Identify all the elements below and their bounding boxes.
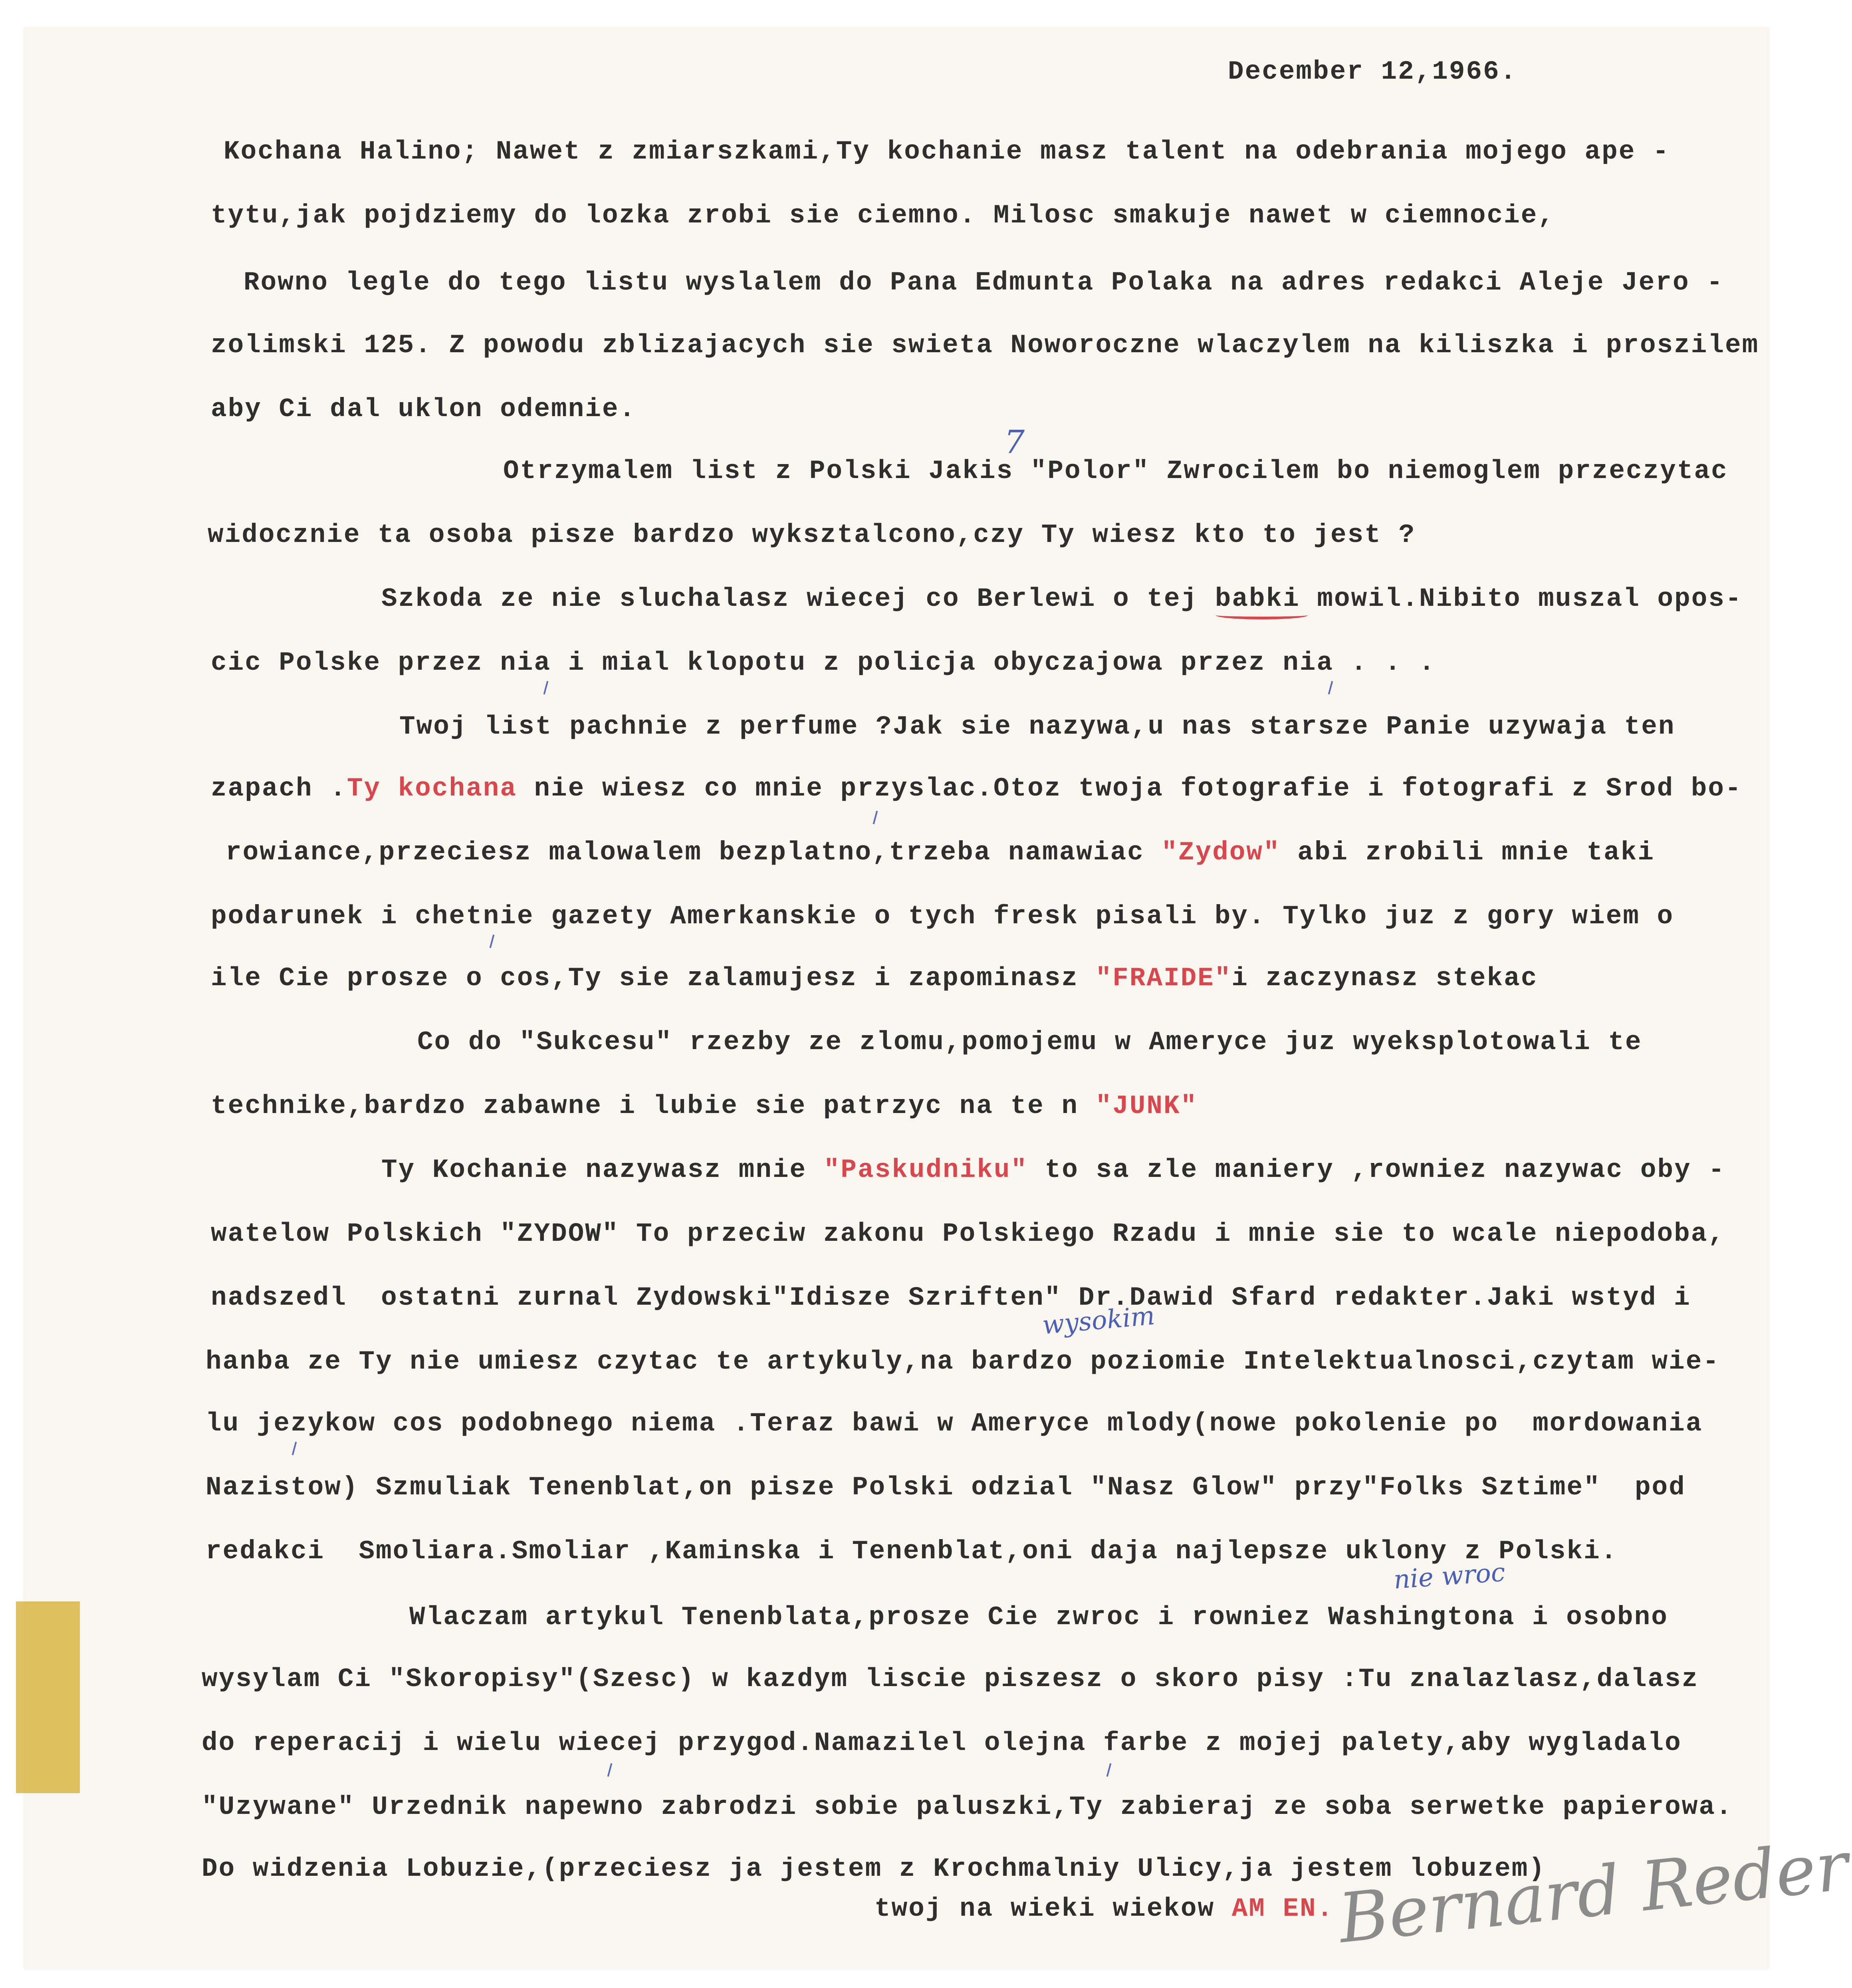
- p5-line-4: podarunek i chetnie gazety Amerkanskie o tych fresk pisali by. Tylko juz z gory wiem o: [211, 901, 1674, 931]
- yellow-tape-strip: [16, 1601, 80, 1793]
- p5-red-zydow: "Zydow": [1161, 837, 1281, 867]
- p7-line-6: Nazistow) Szmuliak Tenenblat,on pisze Polski odzial "Nasz Glow" przy"Folks Sztime" pod: [206, 1472, 1686, 1502]
- p8-line-1: Wlaczam artykul Tenenblata,prosze Cie zwroc i rowniez Washingtona i osobno: [409, 1602, 1668, 1632]
- p1-line-2: tytu,jak pojdziemy do lozka zrobi sie ciemno. Milosc smakuje nawet w ciemnocie,: [211, 200, 1555, 230]
- p7-line-1-a: Ty Kochanie nazywasz mnie: [381, 1155, 824, 1185]
- p7-line-2: watelow Polskich "ZYDOW" To przeciw zakonu Polskiego Rzadu i mnie sie to wcale niepodoba,: [211, 1219, 1725, 1249]
- handwritten-wysokim: wysokim: [1041, 1301, 1156, 1341]
- p6-line-2-a: technike,bardzo zabawne i lubie sie patrzyc na te n: [211, 1091, 1096, 1121]
- closing-line: [874, 1893, 1334, 1925]
- p6-red-junk: "JUNK": [1095, 1091, 1198, 1121]
- p8-line-2: wysylam Ci "Skoropisy"(Szesc) w kazdym liscie piszesz o skoro pisy :Tu znalazlasz,dalasz: [202, 1664, 1699, 1694]
- p8-line-5: Do widzenia Lobuzie,(przeciesz ja jestem z Krochmalniy Ulicy,ja jestem lobuzem): [202, 1854, 1546, 1884]
- closing-amen: AM EN.: [1231, 1894, 1334, 1924]
- p4-line-1: [381, 583, 1743, 615]
- p3-line-2: widocznie ta osoba pisze bardzo wyksztalcono,czy Ty wiesz kto to jest ?: [208, 520, 1416, 550]
- p1-line-1: Kochana Halino; Nawet z zmiarszkami,Ty kochanie masz talent na odebrania mojego ape -: [224, 137, 1670, 167]
- p7-line-1: [381, 1154, 1725, 1186]
- p8-line-3: do reperacij i wielu wiecej przygod.Namazilel olejna farbe z mojej palety,aby wygladalo: [202, 1728, 1682, 1758]
- p2-line-1: Rowno legle do tego listu wyslalem do Pana Edmunta Polaka na adres redakci Aleje Jero -: [244, 268, 1724, 298]
- p5-line-3: [226, 837, 1655, 869]
- p2-line-3: aby Ci dal uklon odemnie.: [211, 394, 637, 424]
- p5-red-fraide: "FRAIDE": [1095, 963, 1232, 993]
- p2-line-2: zolimski 125. Z powodu zblizajacych sie swieta Noworoczne wlaczylem na kiliszka i proszilem: [211, 330, 1759, 360]
- red-underline-mark: [1216, 611, 1308, 619]
- closing-text: twoj na wieki wiekow: [874, 1894, 1232, 1924]
- p4-line-2: cic Polske przez nia i mial klopotu z policja obyczajowa przez nia . . .: [211, 648, 1436, 678]
- p8-line-4: "Uzywane" Urzednik napewno zabrodzi sobie paluszki,Ty zabieraj ze soba serwetke papierowa.: [202, 1792, 1733, 1822]
- signature: Bernard Reder: [1335, 1826, 1852, 1959]
- p5-red-ty-kochana: Ty kochana: [347, 774, 517, 804]
- p5-line-3-a: rowiance,przeciesz malowalem bezplatno,trzeba namawiac: [226, 837, 1162, 867]
- p5-line-1: Twoj list pachnie z perfume ?Jak sie nazywa,u nas starsze Panie uzywaja ten: [399, 712, 1676, 742]
- p4-line-1-c: mowil.Nibito muszal opos-: [1300, 584, 1743, 614]
- letter-date: December 12,1966.: [1228, 57, 1517, 87]
- p7-red-paskudniku: "Paskudniku": [823, 1155, 1028, 1185]
- p6-line-2: [211, 1090, 1198, 1122]
- p4-line-1-a: Szkoda ze nie sluchalasz wiecej co Berlewi o tej: [381, 584, 1215, 614]
- p7-line-1-b: to sa zle maniery ,rowniez nazywac oby -: [1028, 1155, 1725, 1185]
- p3-line-1: Otrzymalem list z Polski Jakis "Polor" Zwrocilem bo niemoglem przeczytac: [503, 456, 1728, 486]
- p5-line-2-b: nie wiesz co mnie przyslac.Otoz twoja fotografie i fotografi z Srod bo-: [517, 774, 1742, 804]
- p7-line-5: lu jezykow cos podobnego niema .Teraz bawi w Ameryce mlody(nowe pokolenie po mordowania: [206, 1409, 1703, 1438]
- handwritten-seven: 7: [1004, 423, 1025, 460]
- p4-underlined-word: babki: [1215, 584, 1300, 614]
- p5-line-5-a: ile Cie prosze o cos,Ty sie zalamujesz i zapominasz: [211, 963, 1096, 993]
- handwritten-nie-wroc: nie wroc: [1392, 1557, 1506, 1595]
- p5-line-5-b: i zaczynasz stekac: [1231, 963, 1538, 993]
- p5-line-2-a: zapach .: [211, 774, 347, 804]
- p7-line-4: hanba ze Ty nie umiesz czytac te artykuly,na bardzo poziomie Intelektualnosci,czytam wie-: [206, 1347, 1720, 1377]
- p5-line-3-b: abi zrobili mnie taki: [1280, 837, 1655, 867]
- p5-line-2: [211, 773, 1742, 805]
- p7-line-3: nadszedl ostatni zurnal Zydowski"Idisze Szriften" Dr.Dawid Sfard redakter.Jaki wstyd i: [211, 1283, 1691, 1313]
- p5-line-5: [211, 962, 1538, 994]
- p7-line-7: redakci Smoliara.Smoliar ,Kaminska i Tenenblat,oni daja najlepsze uklony z Polski.: [206, 1536, 1618, 1566]
- p6-line-1: Co do "Sukcesu" rzezby ze zlomu,pomojemu w Ameryce juz wyeksplotowali te: [417, 1027, 1642, 1057]
